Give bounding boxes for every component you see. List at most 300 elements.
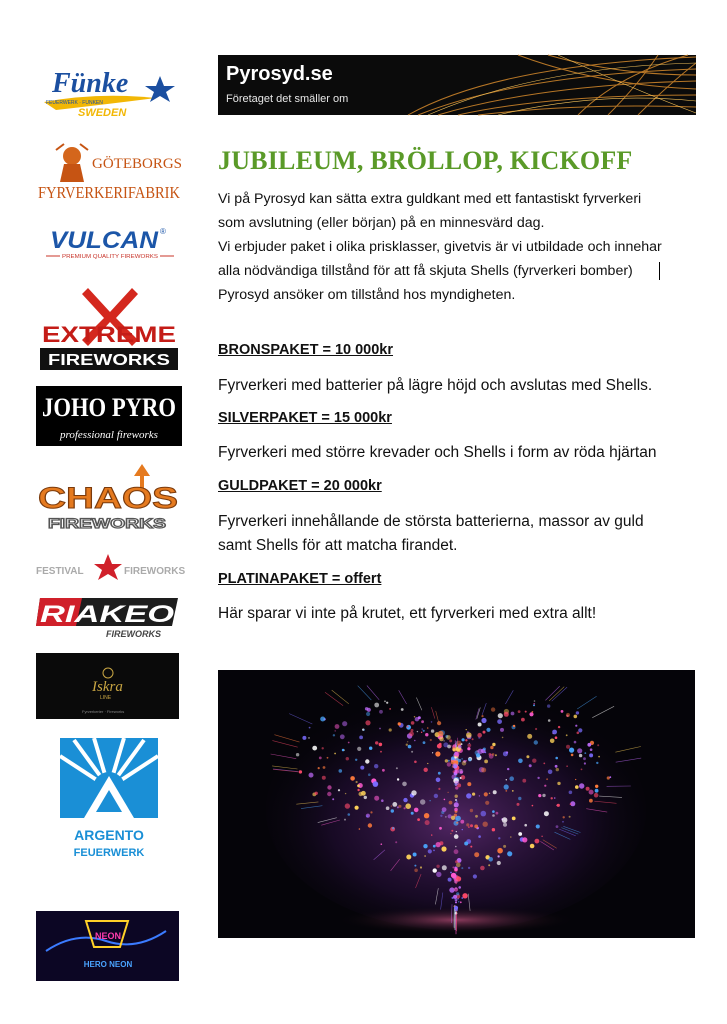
argento-logo-graphic — [54, 736, 166, 868]
firework-spark — [455, 901, 457, 903]
firework-spark — [450, 833, 451, 834]
firework-spark — [481, 768, 486, 773]
firework-spark — [334, 753, 336, 755]
firework-spark — [535, 839, 540, 844]
firework-spark — [327, 757, 329, 759]
extreme-name: EXTREME — [42, 322, 176, 347]
firework-spark — [492, 828, 495, 831]
intro-text — [218, 187, 688, 307]
firework-spark — [496, 812, 499, 815]
firework-spark — [465, 739, 467, 741]
chaos-logo-graphic — [34, 458, 184, 532]
firework-spark — [409, 731, 414, 736]
heart-fireworks-image — [218, 670, 695, 938]
firework-spark — [492, 753, 495, 756]
intro-line: Pyrosyd ansöker om tillstånd hos myndigheten. — [218, 287, 516, 303]
firework-spark — [486, 728, 490, 732]
firework-spark — [481, 811, 487, 817]
firework-spark — [444, 740, 445, 741]
firework-spark — [366, 815, 368, 817]
firework-spark — [609, 776, 611, 778]
firework-spark — [360, 766, 364, 770]
firework-spark — [365, 759, 369, 763]
firework-spark — [449, 801, 453, 805]
firework-spark — [574, 741, 577, 744]
firework-spark — [448, 760, 450, 762]
firework-spark — [551, 797, 553, 799]
banner-subtitle: Företaget det smäller om — [226, 93, 349, 105]
iskra-name: Iskra — [92, 679, 123, 695]
firework-spark — [327, 785, 331, 789]
firework-spark — [530, 844, 535, 849]
firework-spark — [454, 849, 459, 854]
firework-spark — [480, 866, 485, 871]
firework-spark — [452, 867, 454, 869]
firework-spark — [373, 781, 379, 787]
firework-spark — [525, 711, 527, 713]
firework-spark — [498, 713, 503, 718]
package-desc-line: Här sparar vi inte på krutet, ett fyrverkeri med extra allt! — [218, 605, 597, 622]
text-cursor — [659, 262, 660, 280]
firework-spark — [455, 795, 458, 798]
iskra-logo-graphic — [36, 653, 179, 719]
firework-spark — [436, 778, 441, 783]
firework-spark — [490, 746, 493, 749]
firework-spark — [369, 747, 372, 750]
firework-spark — [595, 789, 599, 793]
neon-logo — [36, 911, 179, 981]
neon-name: NEON — [94, 931, 122, 941]
package-desc-line: Fyrverkeri med batterier på lägre höjd och avslutas med Shells. — [218, 377, 653, 394]
firework-spark — [589, 753, 593, 757]
firework-spark — [579, 783, 584, 788]
firework-spark — [411, 790, 416, 795]
firework-spark — [492, 814, 495, 817]
firework-spark — [417, 731, 418, 732]
firework-spark — [462, 829, 463, 830]
firework-spark — [454, 834, 459, 839]
firework-spark — [345, 793, 346, 794]
package-desc-brons — [218, 374, 688, 398]
firework-spark — [532, 805, 534, 807]
joho-pyro-logo-graphic — [36, 386, 182, 446]
firework-spark — [397, 778, 399, 780]
firework-spark — [367, 708, 371, 712]
firework-spark — [379, 710, 383, 714]
firework-spark — [308, 737, 310, 739]
firework-spark — [423, 741, 426, 744]
firework-spark — [504, 712, 509, 717]
firework-spark — [425, 733, 428, 736]
firework-spark — [451, 830, 453, 832]
firework-spark — [453, 763, 458, 768]
firework-spark — [579, 754, 582, 757]
firework-spark — [456, 863, 461, 868]
firework-spark — [538, 794, 541, 797]
firework-spark — [526, 755, 529, 758]
firework-spark — [489, 793, 490, 794]
firework-spark — [340, 734, 345, 739]
firework-spark — [309, 773, 314, 778]
firework-spark — [392, 827, 394, 829]
firework-spark — [436, 842, 441, 847]
firework-spark — [483, 731, 486, 734]
firework-spark — [370, 811, 372, 813]
firework-spark — [420, 866, 422, 868]
firework-spark — [357, 747, 361, 751]
firework-spark — [495, 754, 497, 756]
firework-spark — [456, 801, 457, 802]
vulcan-mark: ® — [160, 227, 166, 236]
firework-spark — [460, 901, 462, 903]
firework-spark — [374, 764, 378, 768]
firework-spark — [333, 734, 335, 736]
firework-spark — [427, 727, 429, 729]
firework-spark — [575, 779, 576, 780]
firework-spark — [535, 728, 537, 730]
package-title-brons: BRONSPAKET = 10 000kr — [218, 342, 394, 358]
firework-spark — [433, 850, 435, 852]
firework-spark — [466, 793, 471, 798]
firework-spark — [445, 759, 448, 762]
firework-spark — [428, 849, 432, 853]
firework-spark — [436, 872, 441, 877]
firework-spark — [435, 751, 440, 756]
firework-spark — [431, 721, 433, 723]
firework-spark — [431, 729, 434, 732]
firework-spark — [335, 724, 340, 729]
firework-spark — [518, 797, 521, 800]
firework-spark — [502, 817, 508, 823]
firework-spark — [414, 761, 417, 764]
firework-spark — [478, 835, 481, 838]
firework-spark — [454, 802, 459, 807]
firework-spark — [344, 819, 346, 821]
firework-spark — [556, 768, 559, 771]
firework-spark — [379, 728, 381, 730]
firework-spark — [534, 700, 536, 702]
firework-spark — [454, 752, 459, 757]
firework-spark — [466, 760, 467, 761]
firework-spark — [355, 759, 357, 761]
firework-spark — [518, 759, 523, 764]
firework-spark — [339, 769, 343, 773]
funke-name: Fünke — [52, 68, 129, 99]
firework-spark — [403, 798, 407, 802]
firework-spark — [532, 759, 536, 763]
firework-spark — [424, 813, 429, 818]
firework-spark — [456, 892, 459, 895]
firework-spark — [510, 836, 512, 838]
firework-spark — [425, 820, 430, 825]
firework-spark — [524, 824, 527, 827]
firework-spark — [541, 836, 542, 837]
firework-spark — [359, 828, 361, 830]
firework-spark — [440, 815, 442, 817]
firework-spark — [422, 728, 423, 729]
firework-spark — [414, 740, 416, 742]
firework-spark — [447, 745, 451, 749]
firework-spark — [448, 792, 449, 793]
firework-spark — [438, 772, 441, 775]
firework-spark — [296, 753, 299, 756]
festival-logo-graphic — [34, 550, 186, 584]
firework-spark — [483, 822, 488, 827]
firework-spark — [430, 800, 431, 801]
firework-spark — [576, 711, 579, 714]
firework-spark — [431, 834, 432, 835]
firework-spark — [598, 756, 600, 758]
firework-spark — [468, 826, 470, 828]
firework-spark — [557, 804, 560, 807]
package-desc-line: Fyrverkeri med större krevader och Shells i form av röda hjärtan — [218, 444, 657, 461]
festival-right: FIREWORKS — [124, 566, 186, 577]
firework-spark — [507, 768, 509, 770]
firework-spark — [374, 796, 379, 801]
firework-spark — [562, 821, 564, 823]
vulcan-logo-graphic — [40, 220, 180, 264]
intro-line: Vi på Pyrosyd kan sätta extra guldkant med ett fantastiskt fyrverkeri — [218, 191, 642, 207]
firework-spark — [493, 790, 497, 794]
firework-spark — [533, 703, 535, 705]
firework-spark — [522, 779, 526, 783]
firework-spark — [522, 837, 527, 842]
firework-spark — [436, 865, 439, 868]
firework-spark — [401, 708, 404, 711]
firework-spark — [492, 810, 495, 813]
firework-spark — [407, 725, 409, 727]
firework-spark — [566, 766, 567, 767]
firework-spark — [454, 879, 458, 883]
firework-spark — [479, 795, 480, 796]
intro-line: alla nödvändiga tillstånd för att få skjuta Shells (fyrverkeri bomber) — [218, 263, 633, 279]
firework-spark — [517, 803, 520, 806]
firework-spark — [570, 803, 572, 805]
firework-spark — [529, 712, 533, 716]
firework-spark — [566, 734, 568, 736]
firework-spark — [455, 786, 458, 789]
firework-spark — [338, 789, 340, 791]
firework-spark — [505, 790, 507, 792]
firework-spark — [509, 776, 514, 781]
firework-spark — [470, 809, 473, 812]
firework-spark — [555, 757, 558, 760]
goteborgs-logo-graphic — [36, 138, 182, 204]
firework-spark — [547, 704, 550, 707]
firework-spark — [488, 864, 490, 866]
package-title-guld: GULDPAKET = 20 000kr — [218, 478, 382, 494]
firework-spark — [322, 747, 324, 749]
firework-spark — [518, 710, 521, 713]
firework-spark — [555, 736, 558, 739]
chaos-logo — [34, 458, 184, 532]
firework-spark — [389, 728, 392, 731]
firework-spark — [456, 872, 457, 873]
firework-spark — [423, 730, 425, 732]
firework-spark — [556, 825, 559, 828]
firework-spark — [552, 730, 557, 735]
riakeo-sub: FIREWORKS — [106, 629, 161, 639]
firework-spark — [464, 842, 468, 846]
firework-spark — [461, 758, 463, 760]
firework-spark — [379, 743, 383, 747]
firework-spark — [512, 790, 514, 792]
firework-spark — [550, 739, 555, 744]
firework-spark — [414, 716, 415, 717]
vulcan-logo — [40, 220, 180, 264]
firework-spark — [497, 848, 503, 854]
firework-spark — [355, 806, 359, 810]
firework-spark — [521, 718, 525, 722]
firework-spark — [511, 712, 515, 716]
firework-spark — [345, 803, 350, 808]
extreme-sub: FIREWORKS — [48, 352, 171, 369]
riakeo-logo-graphic — [36, 596, 182, 640]
firework-spark — [488, 857, 493, 862]
firework-spark — [414, 869, 418, 873]
funke-tag: FEUERWERK · FUNKEN — [46, 100, 103, 106]
firework-spark — [497, 719, 502, 724]
firework-spark — [489, 753, 492, 756]
firework-spark — [468, 867, 470, 869]
firework-spark — [359, 736, 363, 740]
firework-spark — [472, 738, 474, 740]
firework-spark — [481, 715, 483, 717]
firework-spark — [424, 768, 428, 772]
firework-spark — [309, 727, 311, 729]
firework-spark — [578, 728, 582, 732]
firework-spark — [548, 770, 553, 775]
firework-spark — [368, 773, 371, 776]
firework-spark — [417, 818, 420, 821]
funke-logo-graphic — [38, 58, 178, 120]
firework-spark — [420, 799, 425, 804]
firework-spark — [447, 762, 451, 766]
firework-spark — [607, 776, 610, 779]
firework-spark — [502, 737, 504, 739]
firework-spark — [566, 745, 570, 749]
firework-spark — [544, 811, 549, 816]
firework-spark — [396, 767, 398, 769]
extreme-logo — [38, 282, 180, 370]
firework-spark — [569, 748, 574, 753]
firework-spark — [481, 718, 486, 723]
firework-spark — [497, 861, 501, 865]
firework-spark — [503, 845, 506, 848]
intro-line: som avslutning (eller början) på en minnesvärd dag. — [218, 215, 545, 231]
firework-spark — [498, 855, 500, 857]
firework-spark — [529, 764, 532, 767]
argento-logo — [54, 736, 166, 868]
chaos-name: CHAOS — [38, 482, 178, 515]
firework-spark — [449, 887, 454, 892]
firework-spark — [386, 702, 388, 704]
firework-spark — [411, 812, 414, 815]
firework-spark — [406, 855, 411, 860]
firework-spark — [381, 799, 384, 802]
package-desc-guld — [218, 510, 688, 558]
firework-spark — [446, 735, 451, 740]
package-title-platina: PLATINAPAKET = offert — [218, 571, 382, 587]
firework-spark — [460, 750, 462, 752]
firework-spark — [534, 740, 538, 744]
pyrosyd-banner — [218, 55, 696, 115]
firework-spark — [566, 713, 570, 717]
firework-spark — [392, 802, 397, 807]
firework-spark — [557, 782, 560, 785]
firework-spark — [512, 817, 516, 821]
chaos-sub: FIREWORKS — [48, 515, 166, 531]
firework-spark — [302, 736, 306, 740]
extreme-logo-graphic — [38, 282, 180, 370]
firework-spark — [548, 719, 551, 722]
firework-spark — [381, 843, 383, 845]
firework-spark — [589, 799, 593, 803]
firework-spark — [458, 759, 461, 762]
firework-spark — [466, 732, 472, 738]
firework-spark — [357, 784, 360, 787]
firework-spark — [335, 730, 336, 731]
firework-spark — [544, 785, 546, 787]
firework-spark — [577, 732, 580, 735]
firework-spark — [374, 703, 379, 708]
firework-spark — [470, 846, 472, 848]
firework-spark — [506, 779, 507, 780]
firework-spark — [546, 778, 548, 780]
firework-spark — [451, 816, 455, 820]
firework-spark — [483, 748, 486, 751]
firework-spark — [467, 743, 471, 747]
firework-spark — [350, 776, 355, 781]
firework-spark — [386, 806, 390, 810]
firework-spark — [500, 728, 504, 732]
firework-spark — [587, 743, 591, 747]
firework-spark — [581, 769, 583, 771]
firework-spark — [421, 720, 424, 723]
firework-spark — [596, 762, 598, 764]
firework-spark — [424, 855, 426, 857]
firework-spark — [590, 748, 593, 751]
firework-spark — [323, 766, 326, 769]
firework-spark — [332, 798, 334, 800]
heart-fireworks-graphic — [218, 670, 695, 938]
firework-spark — [391, 809, 394, 812]
firework-spark — [327, 792, 331, 796]
firework-spark — [318, 767, 320, 769]
firework-spark — [411, 729, 414, 732]
firework-spark — [454, 756, 456, 758]
firework-spark — [438, 731, 444, 737]
firework-spark — [418, 716, 421, 719]
firework-spark — [554, 797, 556, 799]
firework-spark — [346, 757, 349, 760]
firework-spark — [348, 813, 351, 816]
firework-spark — [405, 803, 411, 809]
firework-spark — [456, 822, 458, 824]
firework-spark — [442, 807, 447, 812]
firework-spark — [450, 745, 451, 746]
firework-spark — [477, 733, 482, 738]
firework-spark — [449, 739, 452, 742]
firework-spark — [467, 782, 471, 786]
firework-spark — [466, 823, 469, 826]
firework-spark — [577, 748, 582, 753]
firework-spark — [533, 705, 535, 707]
firework-spark — [462, 761, 467, 766]
riakeo-name: RIAKEO — [40, 601, 175, 628]
firework-spark — [361, 791, 366, 796]
firework-spark — [413, 853, 417, 857]
